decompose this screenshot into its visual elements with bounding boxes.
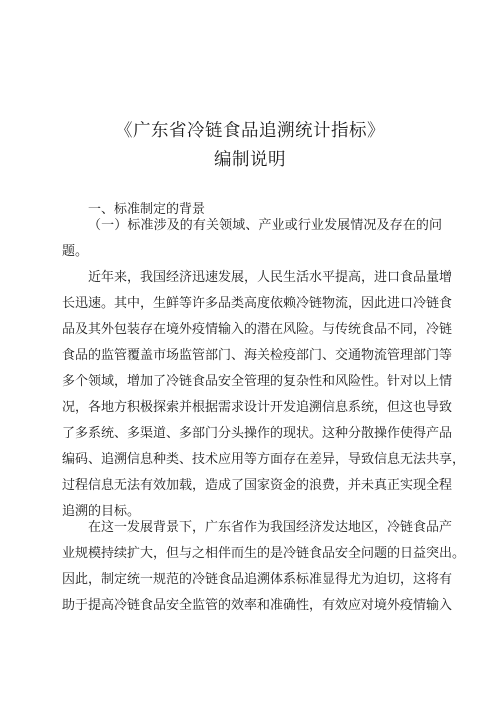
paragraph-guangdong	[62, 515, 466, 619]
section-heading: 一、标准制定的背景	[88, 202, 206, 217]
text-line: 食品的监管覆盖市场监管部门、海关检疫部门、交通物流管理部门等	[62, 348, 453, 363]
text-line: 近年来，我国经济迅速发展，人民生活水平提高，进口食品量增	[88, 270, 453, 285]
text-line: 多个领域，增加了冷链食品安全管理的复杂性和风险性。针对以上情	[62, 374, 453, 389]
document-subtitle: 编制说明	[214, 150, 286, 170]
text-line: 过程信息无法有效加载，造成了国家资金的浪费，并未真正实现全程	[62, 478, 453, 493]
subsection-heading	[62, 213, 442, 265]
text-line: 品及其外包装存在境外疫情输入的潜在风险。与传统食品不同，冷链	[62, 322, 453, 337]
text-line: 长迅速。其中，生鲜等许多品类高度依赖冷链物流，因此进口冷链食	[62, 296, 453, 311]
text-line: 题。	[62, 244, 89, 259]
document-title: 《广东省冷链食品追溯统计指标》	[115, 121, 385, 141]
text-line: 业规模持续扩大，但与之相伴而生的是冷链食品安全问题的日益突出。	[62, 546, 466, 561]
paragraph-background	[62, 265, 466, 525]
text-line: 因此，制定统一规范的冷链食品追溯体系标准显得尤为迫切，这将有	[62, 572, 453, 587]
text-line: 况，各地方积极探索并根据需求设计开发追溯信息系统，但这也导致	[62, 400, 453, 415]
text-line: （一）标准涉及的有关领域、产业或行业发展情况及存在的问	[88, 218, 442, 233]
text-line: 了多系统、多渠道、多部门分头操作的现状。这种分散操作使得产品	[62, 426, 453, 441]
text-line: 助于提高冷链食品安全监管的效率和准确性，有效应对境外疫情输入	[62, 598, 453, 613]
text-line: 追溯的目标。	[62, 504, 141, 519]
text-line: 编码、追溯信息种类、技术应用等方面存在差异，导致信息无法共享，	[62, 452, 466, 467]
text-line: 在这一发展背景下，广东省作为我国经济发达地区，冷链食品产	[88, 520, 453, 535]
